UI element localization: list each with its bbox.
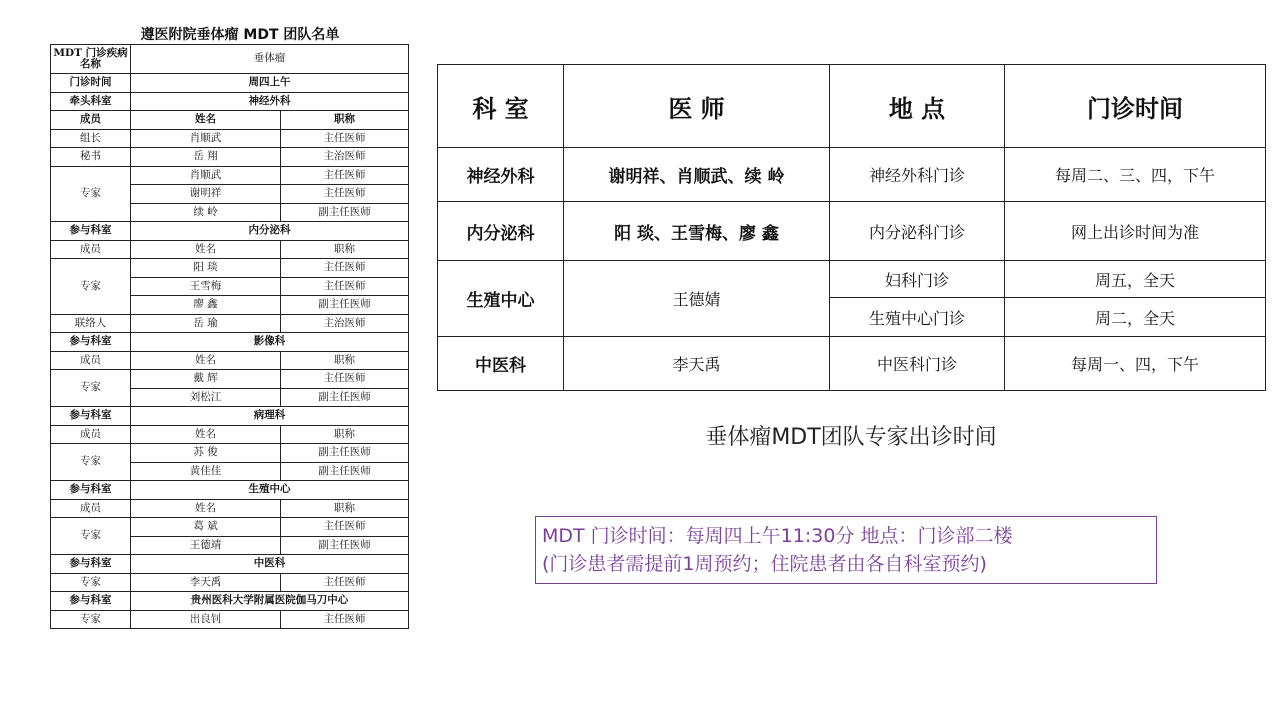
- member-title: 主任医师: [281, 185, 409, 204]
- table-row: [51, 444, 409, 463]
- member-title: 主任医师: [281, 518, 409, 537]
- schedule-doctors: 王德婧: [564, 261, 830, 337]
- roster-title: 遵医附院垂体瘤 MDT 团队名单: [140, 27, 340, 43]
- member-title: 主任医师: [281, 610, 409, 629]
- schedule-place: 中医科门诊: [830, 337, 1005, 391]
- schedule-dept: 神经外科: [438, 148, 564, 202]
- col-member: 成员: [51, 111, 131, 130]
- schedule-time: 每周一、四，下午: [1005, 337, 1266, 391]
- participating-label: 参与科室: [51, 222, 131, 241]
- schedule-doctors: 谢明祥、肖顺武、续 岭: [564, 148, 830, 202]
- dept-gamma: 贵州医科大学附属医院伽马刀中心: [131, 592, 409, 611]
- table-row: [438, 337, 1266, 391]
- member-title: 主任医师: [281, 259, 409, 278]
- table-row: [51, 111, 409, 130]
- member-title: 主任医师: [281, 277, 409, 296]
- table-row: [438, 202, 1266, 261]
- table-row: [51, 592, 409, 611]
- col-member: 成员: [51, 351, 131, 370]
- table-row: [51, 222, 409, 241]
- schedule-dept: 内分泌科: [438, 202, 564, 261]
- member-title: 副主任医师: [281, 296, 409, 315]
- member-name: 戴 辉: [131, 370, 281, 389]
- mdt-notice-box: [535, 516, 1157, 584]
- schedule-place: 神经外科门诊: [830, 148, 1005, 202]
- member-name: 王德靖: [131, 536, 281, 555]
- role-expert: 专家: [51, 370, 131, 407]
- table-row: [438, 148, 1266, 202]
- col-title: 职称: [281, 111, 409, 130]
- table-row: [51, 314, 409, 333]
- dept-tcm: 中医科: [131, 555, 409, 574]
- member-name: 续 岭: [131, 203, 281, 222]
- member-title: 副主任医师: [281, 388, 409, 407]
- table-row: [51, 129, 409, 148]
- schedule-time: 周二，全天: [1005, 298, 1266, 337]
- table-row: [51, 518, 409, 537]
- table-row: [51, 425, 409, 444]
- member-title: 主治医师: [281, 314, 409, 333]
- table-header-row: [438, 65, 1266, 148]
- header-time: 门诊时间: [1005, 65, 1266, 148]
- table-row: [51, 240, 409, 259]
- table-row: [438, 261, 1266, 298]
- member-title: 主治医师: [281, 148, 409, 167]
- header-dept: 科 室: [438, 65, 564, 148]
- table-row: [51, 74, 409, 93]
- col-title: 职称: [281, 240, 409, 259]
- member-name: 肖顺武: [131, 129, 281, 148]
- member-title: 副主任医师: [281, 203, 409, 222]
- disease-value: 垂体瘤: [131, 45, 409, 74]
- member-name: 阳 琰: [131, 259, 281, 278]
- disease-label: MDT 门诊疾病名称: [51, 45, 131, 74]
- lead-dept-label: 牵头科室: [51, 92, 131, 111]
- participating-label: 参与科室: [51, 481, 131, 500]
- col-name: 姓名: [131, 425, 281, 444]
- schedule-caption: 垂体瘤MDT团队专家出诊时间: [705, 425, 997, 450]
- col-member: 成员: [51, 499, 131, 518]
- lead-dept-value: 神经外科: [131, 92, 409, 111]
- clinic-time-label: 门诊时间: [51, 74, 131, 93]
- role-expert: 专家: [51, 259, 131, 315]
- col-title: 职称: [281, 351, 409, 370]
- table-row: [51, 351, 409, 370]
- table-row: [51, 92, 409, 111]
- dept-repro: 生殖中心: [131, 481, 409, 500]
- role-leader: 组长: [51, 129, 131, 148]
- schedule-place: 妇科门诊: [830, 261, 1005, 298]
- table-row: [51, 370, 409, 389]
- table-row: [51, 166, 409, 185]
- clinic-time-value: 周四上午: [131, 74, 409, 93]
- dept-imaging: 影像科: [131, 333, 409, 352]
- table-row: [51, 148, 409, 167]
- dept-endo: 内分泌科: [131, 222, 409, 241]
- member-name: 刘松江: [131, 388, 281, 407]
- schedule-place: 生殖中心门诊: [830, 298, 1005, 337]
- table-row: [51, 499, 409, 518]
- member-name: 王雪梅: [131, 277, 281, 296]
- header-doctors: 医 师: [564, 65, 830, 148]
- member-name: 葛 斌: [131, 518, 281, 537]
- role-expert: 专家: [51, 573, 131, 592]
- member-name: 苏 俊: [131, 444, 281, 463]
- member-name: 谢明祥: [131, 185, 281, 204]
- table-row: [51, 481, 409, 500]
- role-expert: 专家: [51, 610, 131, 629]
- table-row: [51, 610, 409, 629]
- member-name: 出良钊: [131, 610, 281, 629]
- schedule-dept: 生殖中心: [438, 261, 564, 337]
- participating-label: 参与科室: [51, 407, 131, 426]
- schedule-time: 每周二、三、四，下午: [1005, 148, 1266, 202]
- table-row: [51, 407, 409, 426]
- table-row: [51, 555, 409, 574]
- participating-label: 参与科室: [51, 333, 131, 352]
- table-row: [51, 45, 409, 74]
- notice-line-2: (门诊患者需提前1周预约；住院患者由各自科室预约): [542, 553, 987, 575]
- header-place: 地 点: [830, 65, 1005, 148]
- member-title: 主任医师: [281, 573, 409, 592]
- role-expert: 专家: [51, 518, 131, 555]
- role-secretary: 秘书: [51, 148, 131, 167]
- member-title: 副主任医师: [281, 536, 409, 555]
- member-name: 岳 瑜: [131, 314, 281, 333]
- member-title: 主任医师: [281, 166, 409, 185]
- member-title: 主任医师: [281, 129, 409, 148]
- participating-label: 参与科室: [51, 555, 131, 574]
- role-expert: 专家: [51, 166, 131, 222]
- expert-schedule-table: [437, 64, 1266, 391]
- col-name: 姓名: [131, 351, 281, 370]
- member-name: 李天禹: [131, 573, 281, 592]
- schedule-doctors: 阳 琰、王雪梅、廖 鑫: [564, 202, 830, 261]
- role-expert: 专家: [51, 444, 131, 481]
- member-name: 黄佳佳: [131, 462, 281, 481]
- col-name: 姓名: [131, 111, 281, 130]
- table-row: [51, 259, 409, 278]
- participating-label: 参与科室: [51, 592, 131, 611]
- col-title: 职称: [281, 425, 409, 444]
- col-member: 成员: [51, 240, 131, 259]
- member-title: 副主任医师: [281, 462, 409, 481]
- schedule-doctors: 李天禹: [564, 337, 830, 391]
- table-row: [51, 333, 409, 352]
- col-name: 姓名: [131, 240, 281, 259]
- role-liaison: 联络人: [51, 314, 131, 333]
- col-title: 职称: [281, 499, 409, 518]
- dept-pathology: 病理科: [131, 407, 409, 426]
- schedule-time: 周五，全天: [1005, 261, 1266, 298]
- schedule-place: 内分泌科门诊: [830, 202, 1005, 261]
- schedule-dept: 中医科: [438, 337, 564, 391]
- table-row: [51, 573, 409, 592]
- col-member: 成员: [51, 425, 131, 444]
- notice-line-1: MDT 门诊时间：每周四上午11:30分 地点：门诊部二楼: [542, 525, 1013, 547]
- member-name: 肖顺武: [131, 166, 281, 185]
- member-name: 岳 翔: [131, 148, 281, 167]
- mdt-roster-table: [50, 44, 409, 629]
- member-title: 主任医师: [281, 370, 409, 389]
- member-title: 副主任医师: [281, 444, 409, 463]
- member-name: 廖 鑫: [131, 296, 281, 315]
- schedule-time: 网上出诊时间为准: [1005, 202, 1266, 261]
- col-name: 姓名: [131, 499, 281, 518]
